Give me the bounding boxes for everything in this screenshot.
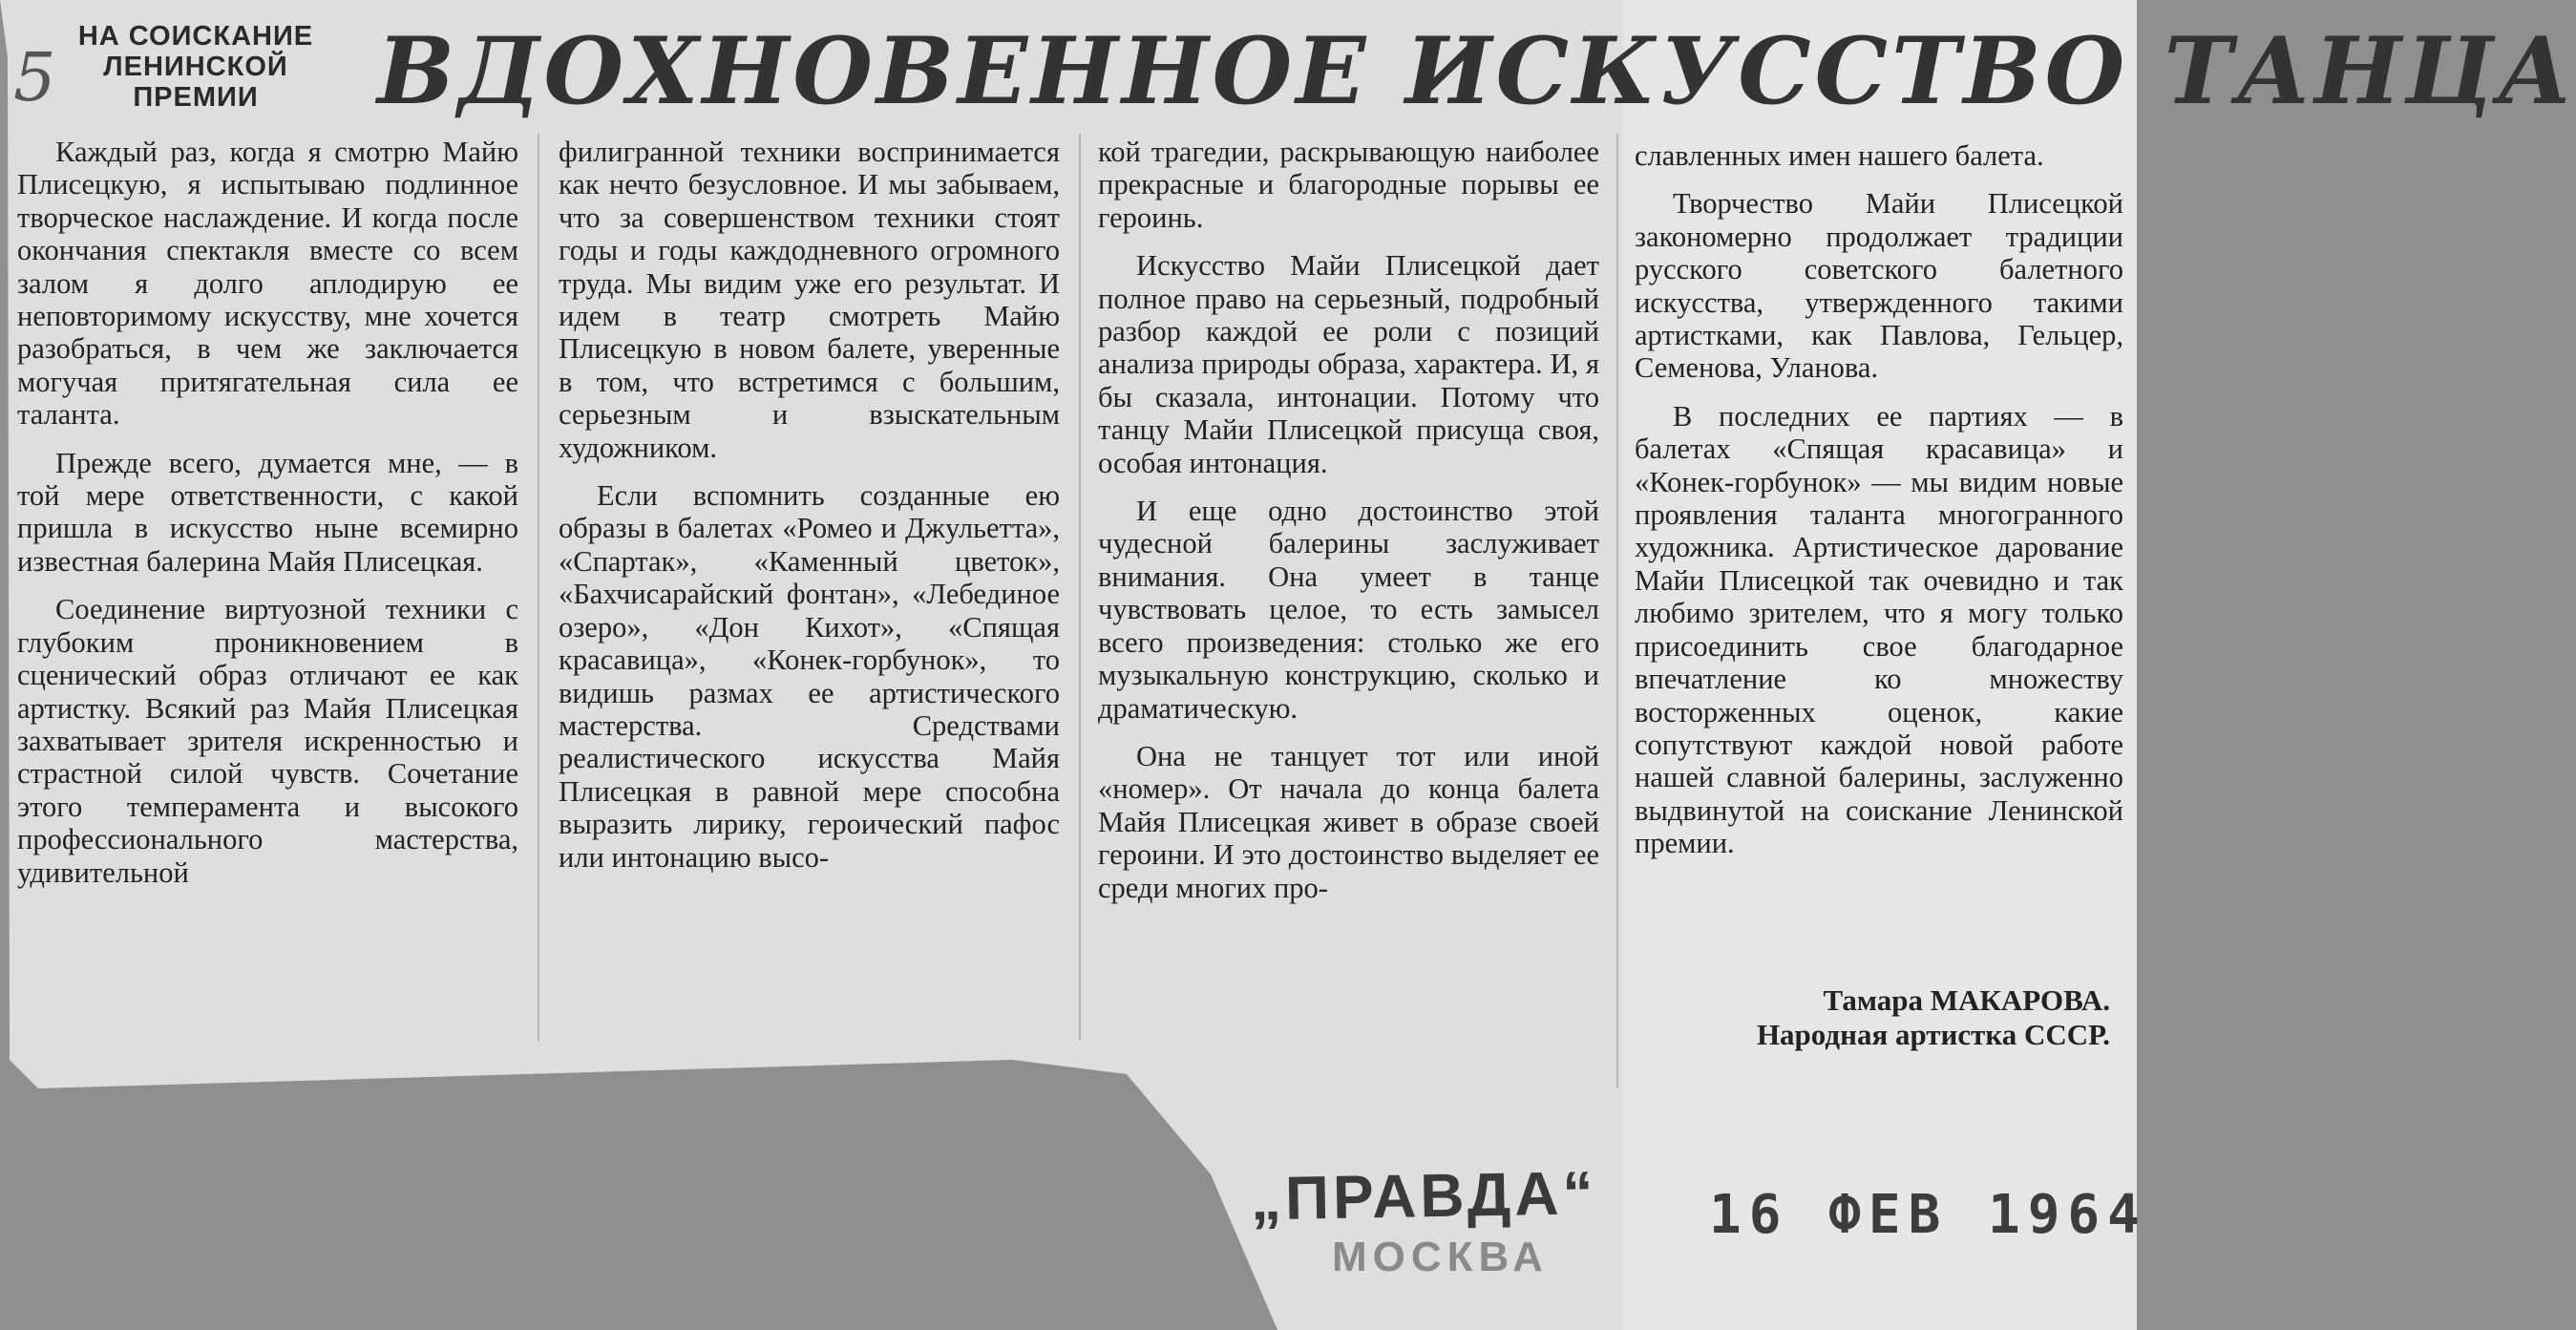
paragraph: Каждый раз, когда я смотрю Майю Плисецкую, я испытываю подлинное творческое наслаждение. И когда после окончания спектакля вместе со всем залом я долго аплодирую ее неповторимому искусству, мне хочется разобраться, в чем же заключается могучая притягательная сила ее таланта. [17,136,518,432]
paragraph: Искусство Майи Плисецкой дает полное право на серьезный, подробный разбор каждой ее роли с позиций анализа природы образа, характера. И, я бы сказала, интонации. Потому что танцу Майи Плисецкой присуща своя, особая интонация. [1098,249,1599,479]
article-headline: ВДОХНОВЕННОЕ ИСКУССТВО ТАНЦА [377,17,2576,125]
paragraph: славленных имен нашего балета. [1635,139,2044,172]
article-column-4 [1635,139,2123,876]
margin-mark: 5 [13,38,56,116]
author-name: Тамара МАКАРОВА. [1823,983,2110,1017]
paragraph: Прежде всего, думается мне, — в той мере ответственности, с какой пришла в искусство ныне всемирно известная балерина Майя Плисецкая. [17,446,518,578]
paragraph: В последних ее партиях — в балетах «Спящая красавица» и «Конек-горбунок» — мы видим новые проявления таланта многогранного художника. Артистическое дарование Майи Плисецкой так очевидно и так любимо зрителем, что я могу только присоединить свое благодарное впечатление ко множеству восторженных оценок, какие сопутствуют каждой новой работе нашей славной балерины, заслуженно выдвинутой на соискание Ленинской премии. [1635,399,2123,860]
kicker-line: НА СОИСКАНИЕ [77,21,314,52]
paragraph: Она не танцует тот или иной «номер». От начала до конца балета Майя Плисецкая живет в образе своей героини. И это достоинство выделяет ее среди многих про- [1098,739,1599,904]
article-column-1 [17,136,518,904]
newspaper-stamp: „ПРАВДА“ [1250,1158,1598,1234]
paragraph: Соединение виртуозной техники с глубоким проникновением в сценический образ отличают ее как артистку. Всякий раз Майя Плисецкая захватывает зрителя искренностью и страстной силой чувств. Сочетание этого темперамента и высокого профессионального мастерства, удивительной [17,593,518,889]
paragraph: Если вспомнить созданные ею образы в балетах «Ромео и Джульетта», «Спартак», «Каменный цветок», «Бахчисарайский фонтан», «Лебединое озеро», «Дон Кихот», «Спящая красавица», «Конек-горбунок», то видишь размах ее артистического мастерства. Средствами реалистического искусства Майя Плисецкая в равной мере способна выразить лирику, героический пафос или интонацию высо- [559,479,1060,874]
city-stamp: МОСКВА [1332,1234,1549,1280]
column-divider [1616,134,1618,1088]
kicker-line: ПРЕМИИ [133,82,259,113]
section-kicker [57,21,334,113]
paragraph: Творчество Майи Плисецкой закономерно продолжает традиции русского советского балетного искусства, утвержденного такими артистками, как Павлова, Гельцер, Семенова, Уланова. [1635,187,2123,385]
article-column-2 [559,136,1060,889]
column-divider [538,134,539,1041]
column-divider [1079,134,1081,1041]
paragraph: кой трагедии, раскрывающую наиболее прекрасные и благородные порывы ее героинь. [1098,136,1599,234]
kicker-line: ЛЕНИНСКОЙ [103,52,288,82]
paragraph: И еще одно достоинство этой чудесной балерины заслуживает внимания. Она умеет в танце чувствовать целое, то есть замысел всего произведения: столько же его музыкальную конструкцию, сколько и драматическую. [1098,495,1599,725]
article-column-3 [1098,136,1599,919]
author-title: Народная артистка СССР. [1756,1018,2110,1051]
date-stamp: 16 ФЕВ 1964 [1709,1184,2147,1246]
paragraph: филигранной техники воспринимается как нечто безусловное. И мы забываем, что за совершенством техники стоят годы и годы каждодневного огромного труда. Мы видим уже его результат. И идем в театр смотреть Майю Плисецкую в новом балете, уверенные в том, что встретимся с большим, серьезным и взыскательным художником. [559,136,1060,464]
